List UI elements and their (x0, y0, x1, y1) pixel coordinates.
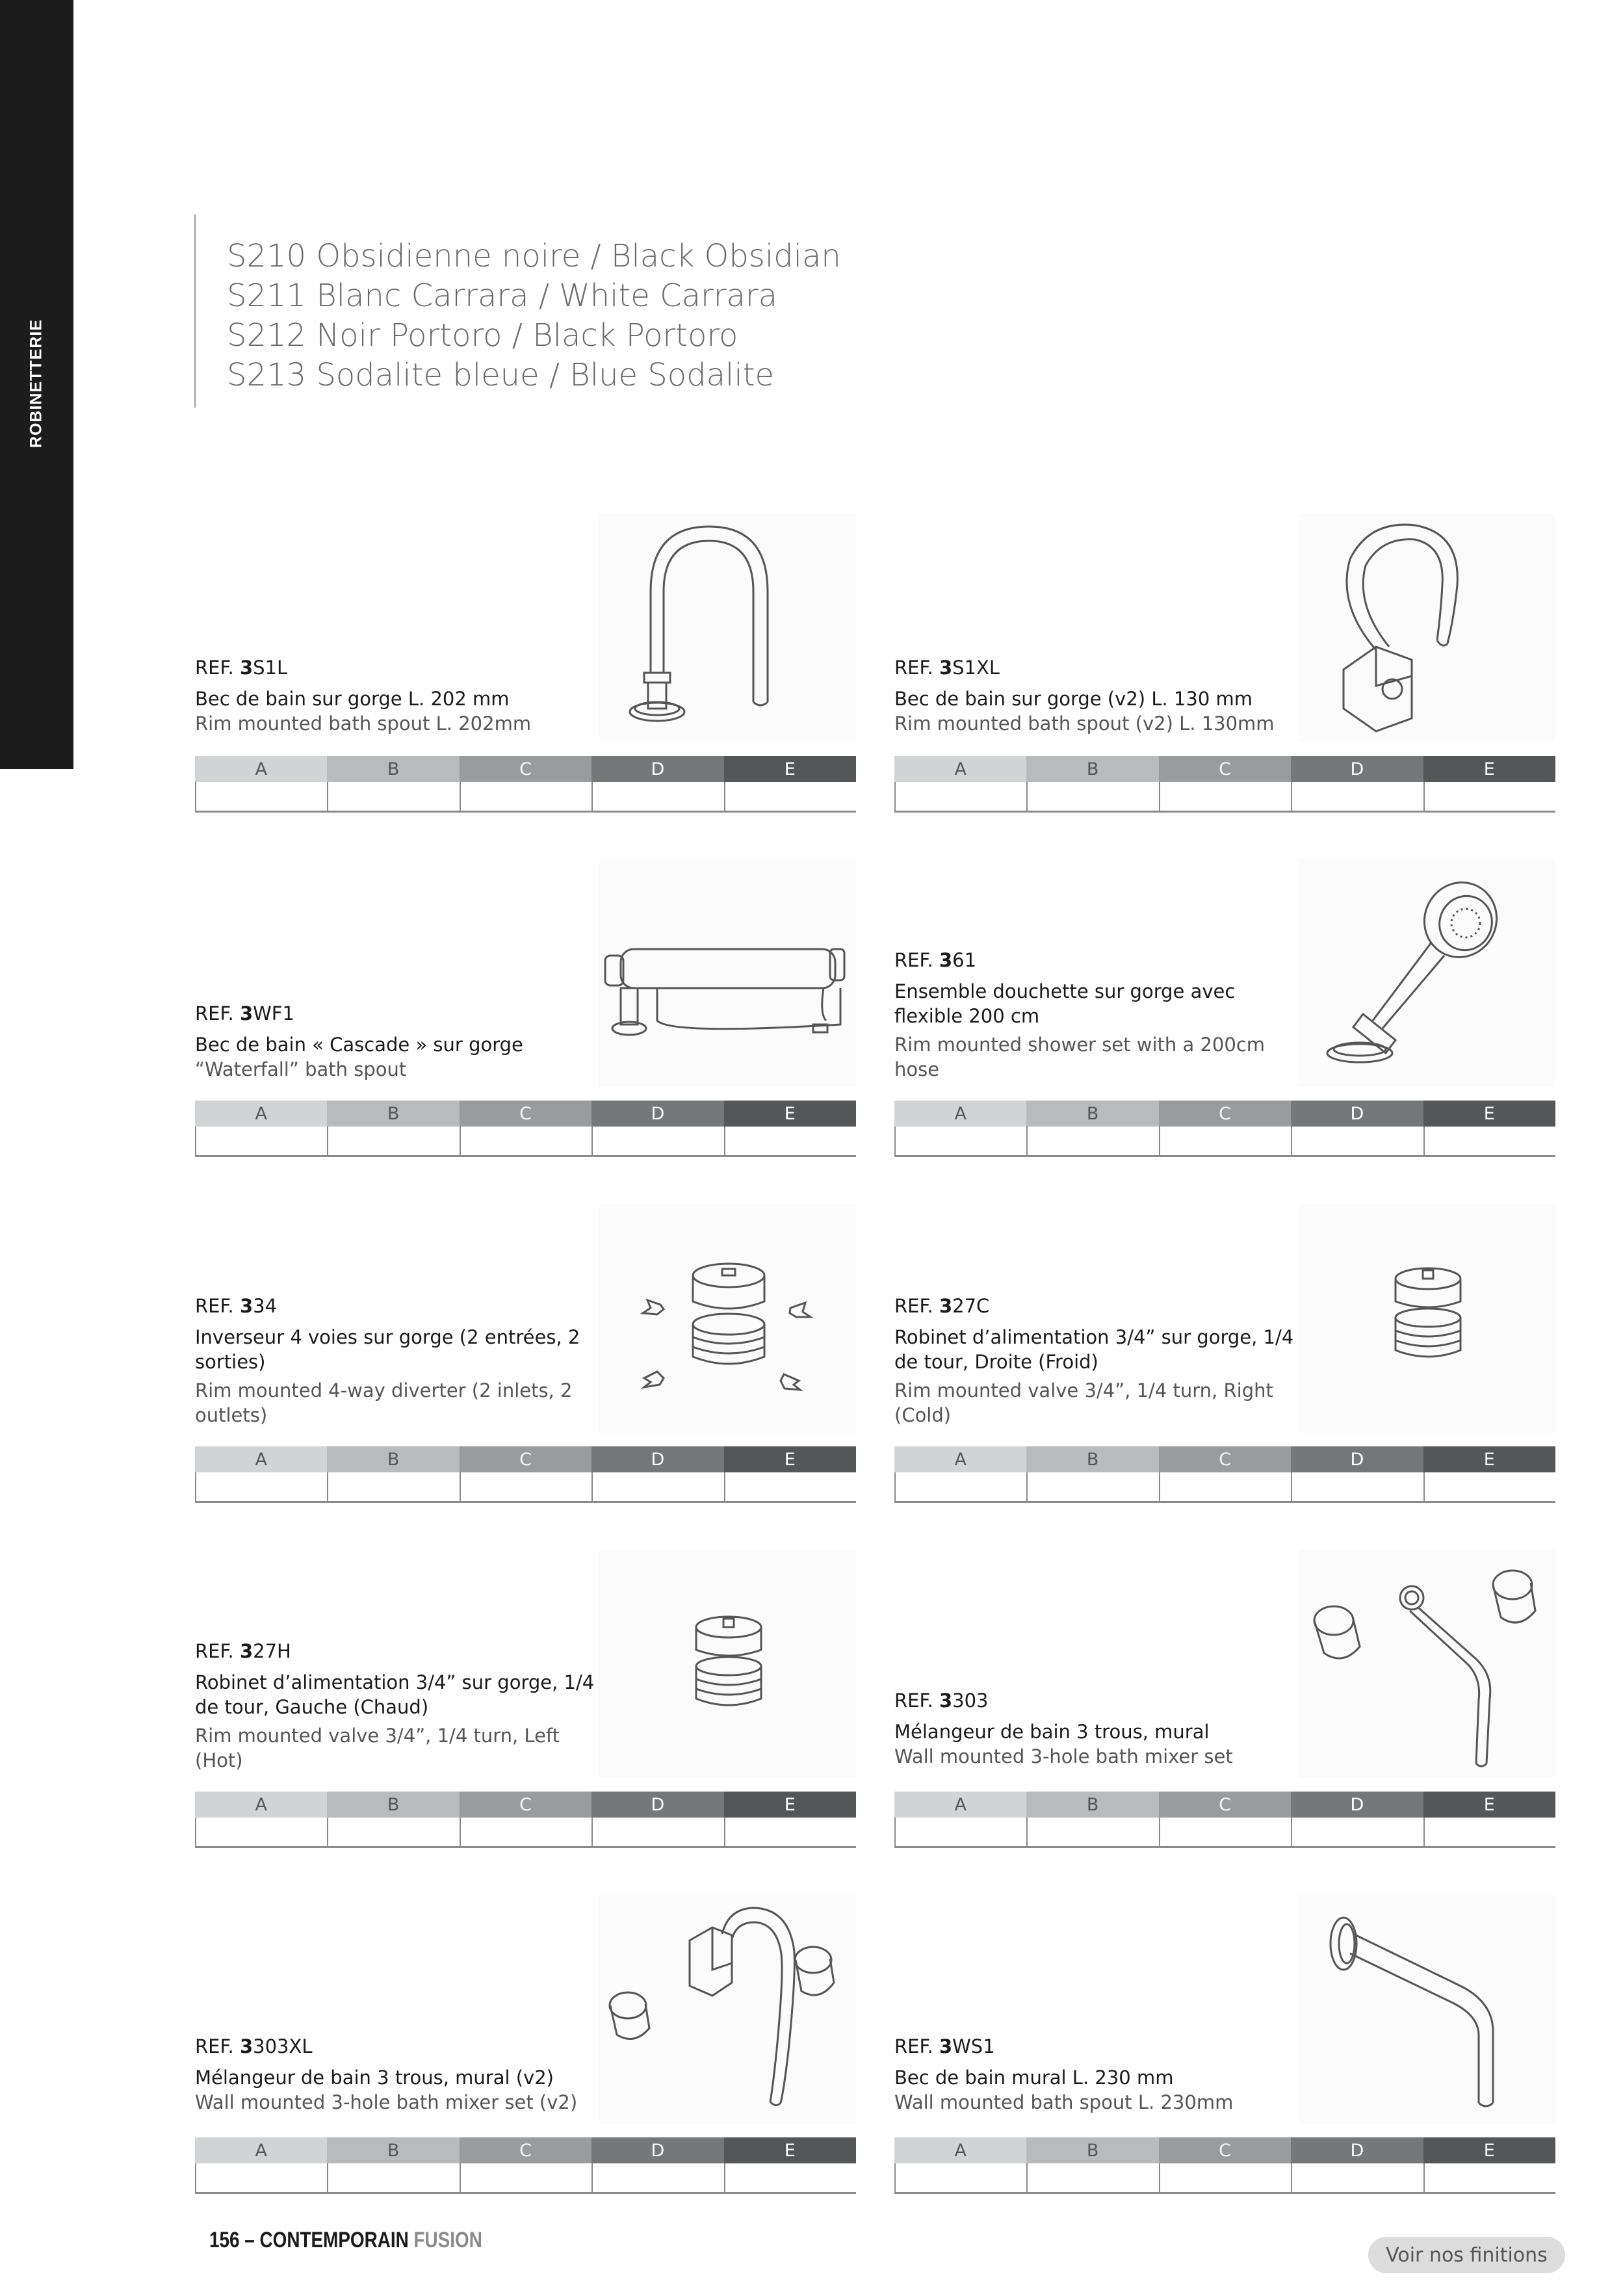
wall-mixer-icon (1298, 1549, 1555, 1778)
finish-line: S213 Sodalite bleue / Blue Sodalite (227, 357, 775, 393)
grid-col-e: E (1423, 756, 1555, 782)
valve-knob-icon (1298, 1204, 1555, 1433)
product-card-3303xl (195, 1895, 856, 2194)
grid-col-a: A (894, 1792, 1026, 1818)
grid-col-d: D (1291, 2137, 1423, 2163)
product-title-fr: Robinet d’alimentation 3/4” sur gorge, 1/4 de tour, Droite (Froid) (894, 1326, 1294, 1373)
grid-col-c: C (460, 1101, 591, 1127)
grid-col-e: E (724, 1792, 856, 1818)
grid-col-d: D (1291, 1446, 1423, 1472)
footer-page-label: 156 – CONTEMPORAIN (209, 2228, 414, 2252)
product-title-fr: Ensemble douchette sur gorge avec flexible 200 cm (894, 980, 1236, 1027)
product-title-en: Wall mounted bath spout L. 230mm (894, 2091, 1234, 2113)
finish-grid (195, 1792, 856, 1848)
grid-col-c: C (460, 2137, 591, 2163)
product-ref: REF. 327C (894, 1295, 990, 1317)
side-tab (0, 0, 73, 769)
grid-col-c: C (1159, 1101, 1291, 1127)
view-finishes-button[interactable]: Voir nos finitions (1368, 2237, 1565, 2273)
product-title-fr: Bec de bain sur gorge L. 202 mm (195, 688, 510, 710)
grid-col-c: C (1159, 1792, 1291, 1818)
grid-col-e: E (724, 1446, 856, 1472)
grid-col-c: C (1159, 2137, 1291, 2163)
waterfall-spout-icon (599, 858, 856, 1087)
product-ref: REF. 3303 (894, 1689, 989, 1712)
product-ref: REF. 334 (195, 1295, 278, 1317)
grid-col-b: B (1026, 2137, 1158, 2163)
grid-cells (195, 2163, 856, 2194)
grid-col-e: E (724, 1101, 856, 1127)
product-title-en: Rim mounted valve 3/4”, 1/4 turn, Left (Hot) (195, 1725, 560, 1771)
grid-col-e: E (724, 2137, 856, 2163)
wall-mixer-v2-icon (599, 1895, 856, 2124)
finishes-list (194, 215, 841, 408)
footer-collection: FUSION (413, 2228, 482, 2252)
grid-col-a: A (195, 756, 327, 782)
product-card-3s1l (195, 514, 856, 813)
grid-col-b: B (327, 2137, 459, 2163)
valve-knob-icon (599, 1549, 856, 1778)
grid-cells (195, 782, 856, 813)
grid-col-e: E (1423, 1446, 1555, 1472)
finish-line: S212 Noir Portoro / Black Portoro (227, 317, 738, 354)
product-ref: REF. 361 (894, 949, 977, 971)
grid-col-a: A (894, 1446, 1026, 1472)
grid-col-a: A (195, 1792, 327, 1818)
square-base-spout-icon (1298, 514, 1555, 742)
grid-col-d: D (591, 1792, 723, 1818)
product-title-fr: Bec de bain « Cascade » sur gorge (195, 1034, 523, 1056)
finish-grid (894, 1792, 1555, 1848)
grid-cells (894, 782, 1555, 813)
product-ref: REF. 3S1XL (894, 657, 1000, 679)
grid-col-a: A (894, 2137, 1026, 2163)
grid-col-b: B (1026, 1101, 1158, 1127)
product-title-en: Rim mounted valve 3/4”, 1/4 turn, Right (Cold) (894, 1379, 1273, 1426)
product-card-3ws1 (894, 1895, 1555, 2194)
grid-col-a: A (195, 1101, 327, 1127)
grid-col-c: C (460, 756, 591, 782)
grid-col-e: E (1423, 1792, 1555, 1818)
grid-col-e: E (1423, 1101, 1555, 1127)
product-title-en: “Waterfall” bath spout (195, 1058, 407, 1080)
product-ref: REF. 3S1L (195, 657, 288, 679)
finish-grid (195, 1101, 856, 1157)
finish-grid (894, 756, 1555, 813)
grid-cells (195, 1818, 856, 1848)
grid-col-a: A (195, 1446, 327, 1472)
product-title-fr: Mélangeur de bain 3 trous, mural (894, 1721, 1210, 1743)
product-card-3303 (894, 1549, 1555, 1848)
finish-grid (894, 1101, 1555, 1157)
finish-grid (195, 756, 856, 813)
grid-col-a: A (894, 756, 1026, 782)
product-card-361 (894, 858, 1555, 1157)
grid-cells (195, 1127, 856, 1157)
product-title-en: Rim mounted bath spout (v2) L. 130mm (894, 712, 1275, 735)
grid-col-b: B (327, 1101, 459, 1127)
page-footer (209, 2228, 482, 2253)
grid-col-c: C (460, 1792, 591, 1818)
product-ref: REF. 3WS1 (894, 2035, 995, 2057)
grid-col-d: D (1291, 756, 1423, 782)
grid-col-d: D (1291, 1101, 1423, 1127)
product-card-327h (195, 1549, 856, 1848)
product-card-334 (195, 1204, 856, 1503)
grid-col-d: D (1291, 1792, 1423, 1818)
product-title-fr: Bec de bain sur gorge (v2) L. 130 mm (894, 688, 1253, 710)
product-ref: REF. 3303XL (195, 2035, 313, 2057)
wall-spout-icon (1298, 1895, 1555, 2124)
grid-cells (894, 1818, 1555, 1848)
grid-col-e: E (724, 756, 856, 782)
grid-col-b: B (327, 756, 459, 782)
product-title-en: Rim mounted 4-way diverter (2 inlets, 2 outlets) (195, 1379, 573, 1426)
grid-col-b: B (1026, 756, 1158, 782)
grid-cells (195, 1472, 856, 1503)
product-title-fr: Bec de bain mural L. 230 mm (894, 2067, 1174, 2089)
product-title-en: Wall mounted 3-hole bath mixer set (894, 1745, 1233, 1768)
product-card-3s1xl (894, 514, 1555, 813)
finish-grid (195, 1446, 856, 1503)
finish-grid (195, 2137, 856, 2194)
grid-col-d: D (591, 2137, 723, 2163)
grid-cells (894, 1127, 1555, 1157)
grid-col-c: C (1159, 756, 1291, 782)
grid-col-a: A (195, 2137, 327, 2163)
grid-col-b: B (327, 1792, 459, 1818)
grid-cells (894, 2163, 1555, 2194)
diverter-icon (599, 1204, 856, 1433)
grid-col-c: C (460, 1446, 591, 1472)
product-ref: REF. 327H (195, 1640, 291, 1662)
grid-col-a: A (894, 1101, 1026, 1127)
grid-col-b: B (1026, 1446, 1158, 1472)
product-title-en: Wall mounted 3-hole bath mixer set (v2) (195, 2091, 578, 2113)
grid-col-c: C (1159, 1446, 1291, 1472)
grid-col-d: D (591, 1101, 723, 1127)
product-title-en: Rim mounted bath spout L. 202mm (195, 712, 532, 735)
grid-col-d: D (591, 756, 723, 782)
grid-col-e: E (1423, 2137, 1555, 2163)
grid-col-b: B (327, 1446, 459, 1472)
hand-shower-icon (1298, 858, 1555, 1087)
grid-cells (894, 1472, 1555, 1503)
finish-line: S210 Obsidienne noire / Black Obsidian (227, 238, 841, 274)
grid-col-b: B (1026, 1792, 1158, 1818)
grid-col-d: D (591, 1446, 723, 1472)
product-title-en: Rim mounted shower set with a 200cm hose (894, 1034, 1266, 1080)
finish-grid (894, 1446, 1555, 1503)
product-title-fr: Inverseur 4 voies sur gorge (2 entrées, 2 sorties) (195, 1326, 580, 1373)
finish-grid (894, 2137, 1555, 2194)
product-card-3wf1 (195, 858, 856, 1157)
product-title-fr: Mélangeur de bain 3 trous, mural (v2) (195, 2067, 554, 2089)
product-card-327c (894, 1204, 1555, 1503)
product-title-fr: Robinet d’alimentation 3/4” sur gorge, 1/4 de tour, Gauche (Chaud) (195, 1671, 595, 1718)
product-ref: REF. 3WF1 (195, 1002, 294, 1024)
side-tab-label: ROBINETTERIE (27, 319, 45, 449)
finish-line: S211 Blanc Carrara / White Carrara (227, 278, 778, 314)
gooseneck-spout-icon (599, 514, 856, 742)
